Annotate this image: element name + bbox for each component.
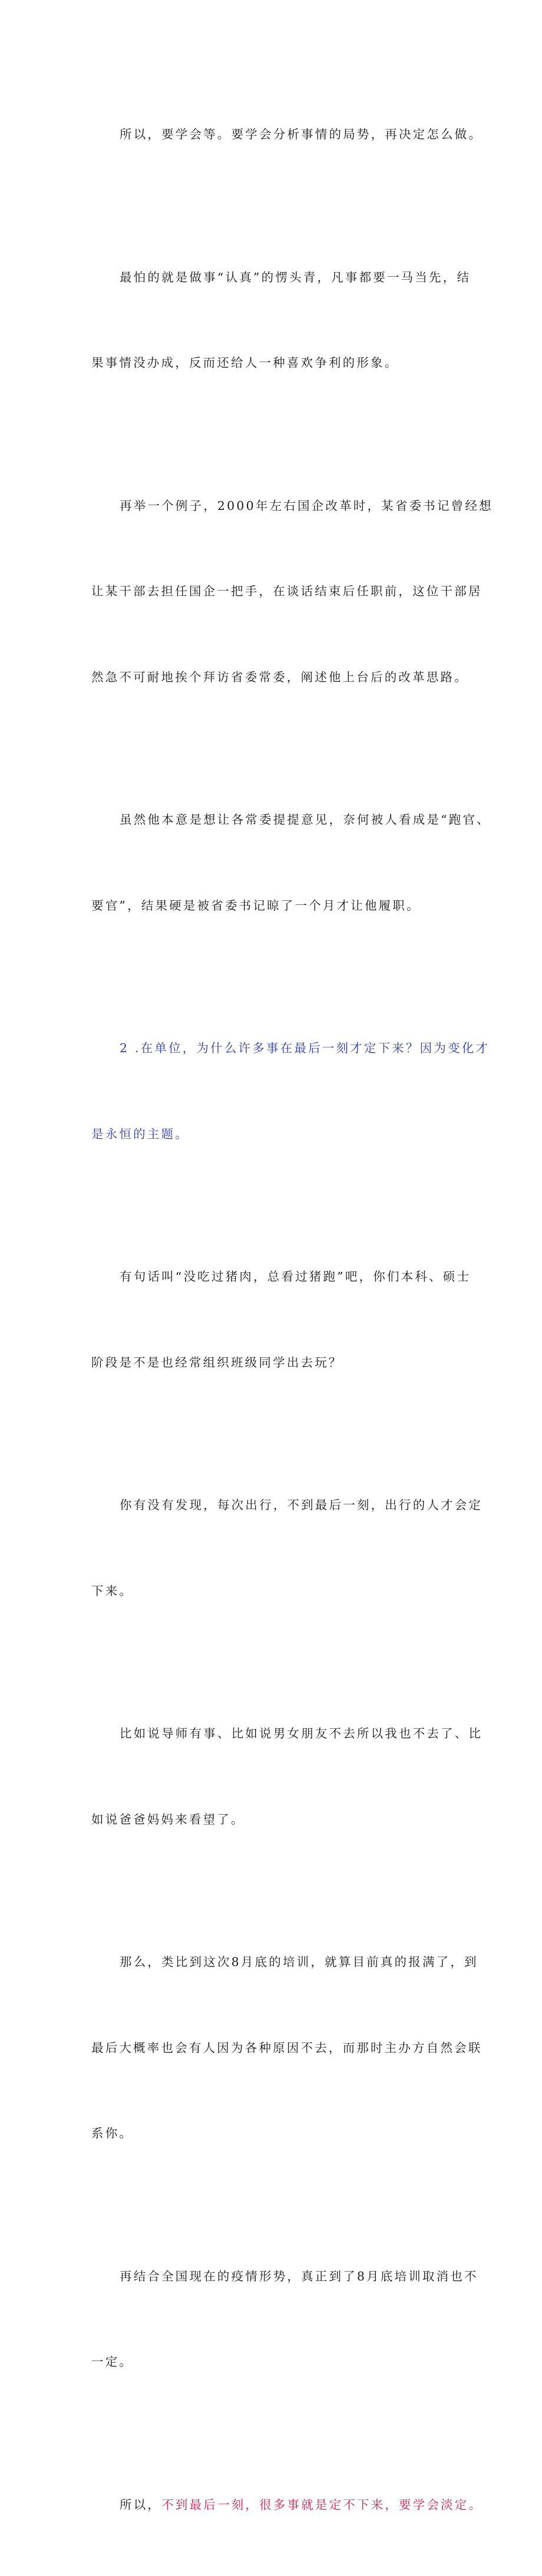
paragraph-2 <box>91 206 459 435</box>
paragraph-3 <box>91 435 459 749</box>
paragraph-4 <box>91 748 459 977</box>
paragraph-line: 比如说导师有事、比如说男女朋友不去所以我也不去了、比 <box>91 1719 459 1748</box>
paragraph-line: 再结合全国现在的疫情形势，真正到了8月底培训取消也不 <box>91 2262 459 2291</box>
conclusion-emphasis: 不到最后一刻，很多事就是定不下来，要学会淡定。 <box>161 2498 482 2512</box>
paragraph-line: 有句话叫“没吃过猪肉，总看过猪跑”吧，你们本科、硕士 <box>91 1262 459 1291</box>
paragraph-9 <box>91 1891 459 2205</box>
paragraph-line: 要官”，结果硬是被省委书记晾了一个月才让他履职。 <box>63 891 459 920</box>
section-heading-2 <box>91 977 459 1205</box>
paragraph-line: 然急不可耐地挨个拜访省委常委，阐述他上台后的改革思路。 <box>63 663 459 692</box>
heading-line: 是永恒的主题。 <box>63 1120 459 1149</box>
paragraph-line: 一定。 <box>63 2348 459 2376</box>
document-body <box>91 63 459 2576</box>
paragraph-6 <box>91 1205 459 1434</box>
paragraph-line: 最怕的就是做事“认真”的愣头青，凡事都要一马当先，结 <box>91 263 459 292</box>
paragraph-line: 虽然他本意是想让各常委提提意见，奈何被人看成是“跑官、 <box>91 805 459 834</box>
paragraph-7 <box>91 1434 459 1662</box>
paragraph-line: 下来。 <box>63 1577 459 1606</box>
paragraph-line: 阶段是不是也经常组织班级同学出去玩？ <box>63 1348 459 1377</box>
paragraph-line <box>91 2491 459 2519</box>
heading-line: 2 .在单位，为什么许多事在最后一刻才定下来？因为变化才 <box>91 1034 459 1063</box>
paragraph-line: 让某干部去担任国企一把手，在谈话结束后任职前，这位干部居 <box>63 577 459 606</box>
paragraph-line: 你有没有发现，每次出行，不到最后一刻，出行的人才会定 <box>91 1491 459 1520</box>
conclusion-prefix: 所以， <box>120 2498 161 2512</box>
paragraph-1 <box>91 63 459 206</box>
paragraph-line: 最后大概率也会有人因为各种原因不去，而那时主办方自然会联 <box>63 2034 459 2063</box>
paragraph-10 <box>91 2205 459 2434</box>
paragraph-8 <box>91 1662 459 1891</box>
paragraph-line: 果事情没办成，反而还给人一种喜欢争利的形象。 <box>63 349 459 377</box>
paragraph-line: 所以，要学会等。要学会分析事情的局势，再决定怎么做。 <box>91 120 459 149</box>
paragraph-line: 如说爸爸妈妈来看望了。 <box>63 1805 459 1834</box>
paragraph-11-conclusion <box>91 2434 459 2576</box>
paragraph-line: 那么，类比到这次8月底的培训，就算目前真的报满了，到 <box>91 1948 459 1977</box>
paragraph-line: 系你。 <box>63 2119 459 2148</box>
document-page <box>0 0 542 766</box>
paragraph-line: 再举一个例子，2000年左右国企改革时，某省委书记曾经想 <box>91 492 459 520</box>
